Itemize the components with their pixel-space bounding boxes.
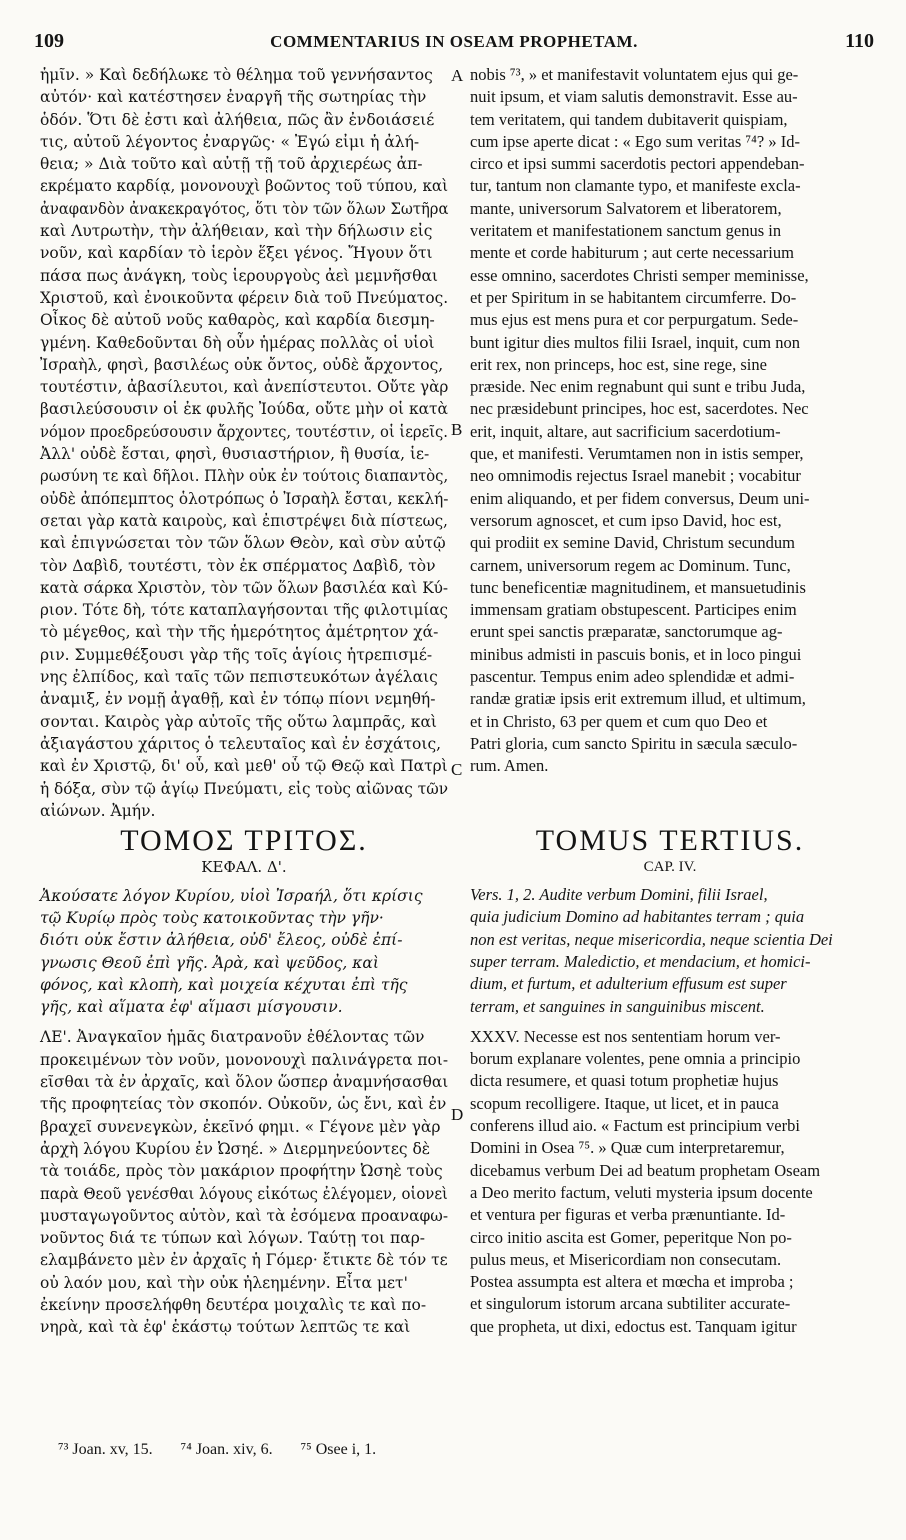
text-line: quia judicium Domino ad habitantes terram ; quia	[470, 907, 805, 927]
latin-top-text	[470, 64, 870, 778]
text-line: circo et ipsi summi sacerdotis pectori appendeban-	[470, 154, 805, 174]
text-line: ρωσύνη τε καὶ δῆλοι. Πλὴν οὐκ ἐν τούτοις διαπαντὸς,	[40, 467, 449, 486]
text-line: veritatem et manifestationem sanctum genus in	[470, 221, 782, 241]
text-line: ἡμῖν. » Καὶ δεδήλωκε τὸ θέλημα τοῦ γεννήσαντος	[40, 66, 433, 84]
page-number-left: 109	[34, 30, 64, 52]
latin-verse-text	[470, 884, 870, 1018]
text-line: τῆς προφητείας τὸν σκοπόν. Οὐκοῦν, ὡς ἔνι, καὶ ἐν	[40, 1095, 447, 1114]
text-line: non est veritas, neque misericordia, neque scientia Dei	[470, 929, 833, 949]
text-line: τῷ Κυρίῳ πρὸς τοὺς κατοικοῦντας τὴν γῆν·	[40, 908, 384, 927]
text-line: ριν. Συμμεθέξουσι γὰρ τῆς τοῖς ἁγίοις ἡτρεπισμέ-	[40, 645, 433, 664]
footnote: ⁷⁵ Osee i, 1.	[300, 1441, 377, 1458]
text-line: randæ gratiæ ipsis erit extremum illud, et ultimum,	[470, 689, 806, 709]
text-line: γῆς, καὶ αἵματα ἐφ' αἵμασι μίσγουσιν.	[40, 998, 343, 1017]
text-line: que, et manifesti. Verumtamen non in istis semper,	[470, 444, 804, 464]
latin-chapter-heading: CAP. IV.	[643, 858, 697, 875]
text-line: rum. Amen.	[470, 756, 549, 776]
text-line: super terram. Maledictio, et mendacium, et homici-	[470, 951, 811, 971]
running-title: COMMENTARIUS IN OSEAM PROPHETAM.	[270, 32, 638, 51]
text-line: et in Christo, 63 per quem et cum quo Deo et	[470, 711, 768, 731]
text-line: Postea assumpta est altera et mœcha et improba ;	[470, 1272, 794, 1292]
text-line: πάσα πως ἀνάγκη, τοὺς ἱερουργοὺς ἀεὶ μεμνῆσθαι	[40, 266, 439, 285]
text-line: παρὰ Θεοῦ γενέσθαι λόγους εἰκότως ἐλέγομεν, οἱονεὶ	[40, 1184, 448, 1203]
footnote: ⁷⁴ Joan. xiv, 6.	[180, 1441, 273, 1458]
text-line: tem veritatem, qui tandem dubitaverit quispiam,	[470, 109, 788, 129]
text-line: θεια; » Διὰ τοῦτο καὶ αὐτῇ τῇ τοῦ ἀρχιερέως ἀπ-	[40, 155, 423, 174]
text-line: que propheta, ut dixi, edoctus est. Tanquam igitur	[470, 1316, 797, 1336]
margin-letter-c: C	[451, 760, 463, 779]
text-line: Οἶκος δὲ αὐτοῦ νοῦς καθαρὸς, καὶ καρδία διεσμη-	[40, 311, 435, 330]
text-line: ὁδόν. Ὅτι δὲ ἐστι καὶ ἀλήθεια, πῶς ἂν ἐνδοιάσειέ	[40, 110, 435, 129]
text-line: dicebamus verbum Dei ad beatum prophetam Oseam	[470, 1160, 821, 1180]
text-line: terram, et sanguines in sanguinibus miscent.	[470, 996, 765, 1016]
text-line: versorum agnoscet, et cum ipso David, hoc est,	[470, 510, 782, 530]
text-line: ἀναμιξ, ἐν νομῇ ἀγαθῇ, καὶ ἐν τόπῳ πίονι νεμηθή-	[40, 690, 436, 709]
text-line: αὐτόν· καὶ κατέστησεν ἐναργῆ τῆς σωτηρίας τὴν	[40, 88, 427, 107]
text-line: εκρέματο καρδίᾳ, μονονουχὶ βοῶντος τοῦ τύπου, καὶ	[40, 177, 449, 196]
text-line: Patri gloria, cum sancto Spiritu in sæcula sæculo-	[470, 733, 798, 753]
text-line: ἀξιαγάστου χάριτος ὁ τελευταῖος καὶ ἐν ἐσχάτοις,	[40, 734, 442, 753]
greek-chapter-heading: ΚΕΦΑΛ. Δ'.	[201, 858, 287, 877]
text-line: nuit ipsum, et viam salutis demonstravit. Esse au-	[470, 87, 798, 107]
text-line: ἀρχὴ λόγου Κυρίου ἐν Ὠσηέ. » Διερμηνεύοντες δὲ	[40, 1139, 431, 1158]
text-line: qui prodiit ex semine David, Christum secundum	[470, 533, 795, 553]
text-line: ριον. Τότε δὴ, τότε καταπλαγήσονται τῆς φιλοτιμίας	[40, 601, 449, 620]
text-line: τις, αὐτοῦ λέγοντος ἐναργῶς· « Ἐγώ εἰμι ἡ ἀλή-	[40, 132, 420, 151]
text-line: νοῦντος διά τε τύπων καὶ λόγων. Ταύτῃ τοι παρ-	[40, 1229, 426, 1248]
text-line: νόμον προεδρεύσουσιν ἄρχοντες, τουτέστιν, οἱ ἱερεῖς.	[40, 422, 448, 441]
text-line: ἀναφανδὸν ἀνακεκραγότος, ὅτι τὸν τῶν ὅλων Σωτῆρα	[40, 199, 449, 218]
text-line: carnem, universorum regem ac Dominum. Tunc,	[470, 555, 791, 575]
latin-column	[470, 64, 870, 1338]
text-line: et singulorum istorum arcana subtiliter accurate-	[470, 1294, 791, 1314]
greek-top-text	[40, 64, 448, 822]
text-line: dium, et furtum, et adulterium effusum est super	[470, 974, 787, 994]
text-line: neo omnimodis rejectus Israel manebit ; vocabitur	[470, 466, 801, 486]
text-line: et per Spiritum in se habitantem circumferre. Do-	[470, 287, 797, 307]
text-line: διότι οὐκ ἔστιν ἀλήθεια, οὐδ' ἔλεος, οὐδὲ ἐπί-	[40, 931, 403, 950]
text-line: circo initio ascita est Gomer, peperitque Non po-	[470, 1227, 792, 1247]
footnote: ⁷³ Joan. xv, 15.	[58, 1441, 153, 1458]
margin-letter-b: B	[451, 420, 463, 439]
text-line: scopum recolligere. Itaque, ut licet, et in pauca	[470, 1093, 779, 1113]
text-line: νης ἐλπίδος, καὶ ταῖς τῶν πεπιστευκότων ἀγέλαις	[40, 668, 438, 687]
margin-letter-d: D	[451, 1105, 464, 1124]
text-line: σεται γὰρ κατὰ καιροὺς, καὶ ἐπιστρέψει διὰ πίστεως,	[40, 511, 448, 530]
text-line: αἰώνων. Ἀμήν.	[40, 801, 156, 820]
greek-verse-text	[40, 885, 448, 1019]
text-line: εῖσθαι τὰ ἐν ἀρχαῖς, καὶ ὅλον ὥσπερ ἀναμνήσασθαι	[40, 1073, 449, 1092]
text-line: οὐδὲ ἀπόπεμπτος ὁλοτρόπως ὁ Ἰσραὴλ ἔσται, κεκλή-	[40, 489, 449, 508]
text-line: cum ipse aperte dicat : « Ego sum veritas ⁷⁴? » Id-	[470, 131, 800, 151]
latin-tome-title: TOMUS TERTIUS.	[535, 823, 805, 857]
text-line: Domini in Osea ⁷⁵. » Quæ cum interpretaremur,	[470, 1138, 785, 1158]
text-line: nobis ⁷³, » et manifestavit voluntatem ejus qui ge-	[470, 65, 799, 84]
text-line: erunt spei sanctis præparatæ, sanctorumque ag-	[470, 622, 783, 642]
text-line: τὸν Δαβὶδ, τουτέστι, τὸν ἐκ σπέρματος Δαβὶδ, τὸν	[40, 556, 436, 575]
latin-commentary-text	[470, 1026, 870, 1338]
text-line: borum explanare volentes, pene omnia a principio	[470, 1049, 801, 1069]
greek-commentary-text	[40, 1026, 448, 1338]
text-line: βραχεῖ συνενεγκὼν, ἐκεῖνό φημι. « Γέγονε μὲν γὰρ	[40, 1117, 441, 1136]
margin-letter-a: A	[451, 66, 464, 85]
text-line: καὶ ἐπιγνώσεται τὸν τῶν ὅλων Θεὸν, καὶ σὺν αὐτῷ	[40, 534, 446, 553]
text-line: Vers. 1, 2. Audite verbum Domini, filii Israel,	[470, 885, 768, 905]
text-line: τουτέστιν, ἀβασίλευτοι, καὶ ἀνεπίστευτοι. Οὔτε γὰρ	[40, 378, 449, 397]
text-line: mus ejus est mens pura et cor perpurgatum. Sede-	[470, 310, 799, 330]
text-line: mente et corde habiturum ; aut certe necessarium	[470, 243, 794, 263]
footnotes	[58, 1441, 400, 1459]
text-line: σονται. Καιρὸς γὰρ αὐτοῖς τῆς οὕτω λαμπρᾶς, καὶ	[40, 712, 437, 731]
text-line: νοῦν, καὶ καρδίαν τὸ ἱερὸν ἕξει γένος. Ἤγουν ὅτι	[40, 244, 433, 263]
text-line: ΛΕ'. Ἀναγκαῖον ἡμᾶς διατρανοῦν ἐθέλοντας τῶν	[40, 1028, 425, 1047]
text-line: ελαμβάνετο μὲν ἐν ἀρχαῖς ἡ Γόμερ· ἔτικτε δὲ τόν τε	[40, 1251, 448, 1270]
text-line: βασιλεύσουσιν οἱ ἐκ φυλῆς Ἰούδα, οὔτε μὴν οἱ κατὰ	[40, 400, 448, 419]
text-line: esse omnino, sacerdotes Christi semper meminisse,	[470, 265, 809, 285]
text-line: a Deo merito factum, veluti mysteria ipsum docente	[470, 1182, 813, 1202]
text-line: enim aliquando, et per fidem conversus, Deum uni-	[470, 488, 810, 508]
text-line: καὶ Λυτρωτὴν, τὴν ἀλήθειαν, καὶ τὴν δήλωσιν εἰς	[40, 222, 433, 241]
text-line: γμένη. Καθεδοῦνται δὴ οὖν ἡμέρας πολλὰς οἱ υἱοὶ	[40, 333, 435, 352]
text-line: immensam gratiam obstupescent. Participes enim	[470, 600, 797, 620]
text-line: γνωσις Θεοῦ ἐπὶ γῆς. Ἀρὰ, καὶ ψεῦδος, καὶ	[40, 953, 379, 972]
greek-tome-title: ΤΟΜΟΣ ΤΡΙΤΟΣ.	[120, 824, 368, 858]
text-line: pulus meus, et Misericordiam non consecutam.	[470, 1249, 782, 1269]
text-line: tur, tantum non clamante typo, et manifeste excla-	[470, 176, 801, 196]
page-header	[34, 30, 874, 54]
text-line: φόνος, καὶ κλοπὴ, καὶ μοιχεία κέχυται ἐπὶ τῆς	[40, 975, 408, 994]
text-line: κατὰ σάρκα Χριστὸν, τὸν τῶν ὅλων βασιλέα καὶ Κύ-	[40, 578, 449, 597]
text-line: XXXV. Necesse est nos sententiam horum ver-	[470, 1026, 781, 1046]
text-line: Ἀκούσατε λόγον Κυρίου, υἱοὶ Ἰσραήλ, ὅτι κρίσις	[40, 886, 423, 905]
text-line: dicta resumere, et quasi totum prophetiæ hujus	[470, 1071, 779, 1091]
text-line: Ἀλλ' οὐδὲ ἔσται, φησὶ, θυσιαστήριον, ἢ θυσία, ἱε-	[40, 445, 430, 464]
text-line: τὰ τοιάδε, πρὸς τὸν μακάριον προφήτην Ὠσηὲ τοὺς	[40, 1162, 443, 1181]
text-line: præside. Nec enim regnabunt qui sunt e tribu Juda,	[470, 377, 806, 397]
text-line: et ventura per figuras et verba prænuntiante. Id-	[470, 1205, 786, 1225]
text-line: τὸ μέγεθος, καὶ τὴν τῆς ἡμερότητος ἀμέτρητον χά-	[40, 623, 439, 642]
text-line: erit, inquit, altare, aut sacrificium sacerdotium-	[470, 421, 781, 441]
greek-column	[40, 64, 448, 1339]
page-number-right: 110	[845, 30, 874, 52]
text-line: Χριστοῦ, καὶ ἐνοικοῦντα φέρειν διὰ τοῦ Πνεύματος.	[40, 288, 449, 307]
text-line: nec præsidebunt principes, hoc est, sacerdotes. Nec	[470, 399, 809, 419]
text-line: tunc beneficentiæ magnitudinem, et mansuetudinis	[470, 577, 806, 597]
text-line: erit rex, non princeps, hoc est, sine rege, sine	[470, 354, 767, 374]
text-line: καὶ ἐν Χριστῷ, δι' οὗ, καὶ μεθ' οὗ τῷ Θεῷ καὶ Πατρὶ	[40, 757, 448, 776]
text-line: minibus admisti in pascuis bonis, et in loco pingui	[470, 644, 802, 664]
text-line: ἐκείνην προσελήφθη δευτέρα μοιχαλὶς τε καὶ πο-	[40, 1296, 427, 1315]
text-line: bunt igitur dies multos filii Israel, inquit, cum non	[470, 332, 800, 352]
text-line: mante, universorum Salvatorem et liberatorem,	[470, 198, 782, 218]
text-line: νηρὰ, καὶ τὰ ἐφ' ἑκάστῳ τούτων λεπτῶς τε καὶ	[40, 1318, 411, 1337]
text-line: conferens illud aio. « Factum est principium verbi	[470, 1116, 800, 1136]
text-line: Ἰσραὴλ, φησὶ, βασιλέως οὐκ ὄντος, οὐδὲ ἄρχοντος,	[40, 355, 444, 374]
text-line: pascentur. Tempus enim adeo splendidæ et admi-	[470, 667, 795, 687]
text-line: προκειμένων τὸν νοῦν, μονονουχὶ παλινάγρετα ποι-	[40, 1050, 449, 1069]
text-line: ἡ δόξα, σὺν τῷ ἁγίῳ Πνεύματι, εἰς τοὺς αἰῶνας τῶν	[40, 779, 449, 798]
text-line: οὐ λαόν μου, καὶ τὴν οὐκ ἠλεημένην. Εἶτα μετ'	[40, 1273, 408, 1292]
text-line: μυσταγωγοῦντος αὐτὸν, καὶ τὰ ἐσόμενα προαναφω-	[40, 1206, 449, 1225]
